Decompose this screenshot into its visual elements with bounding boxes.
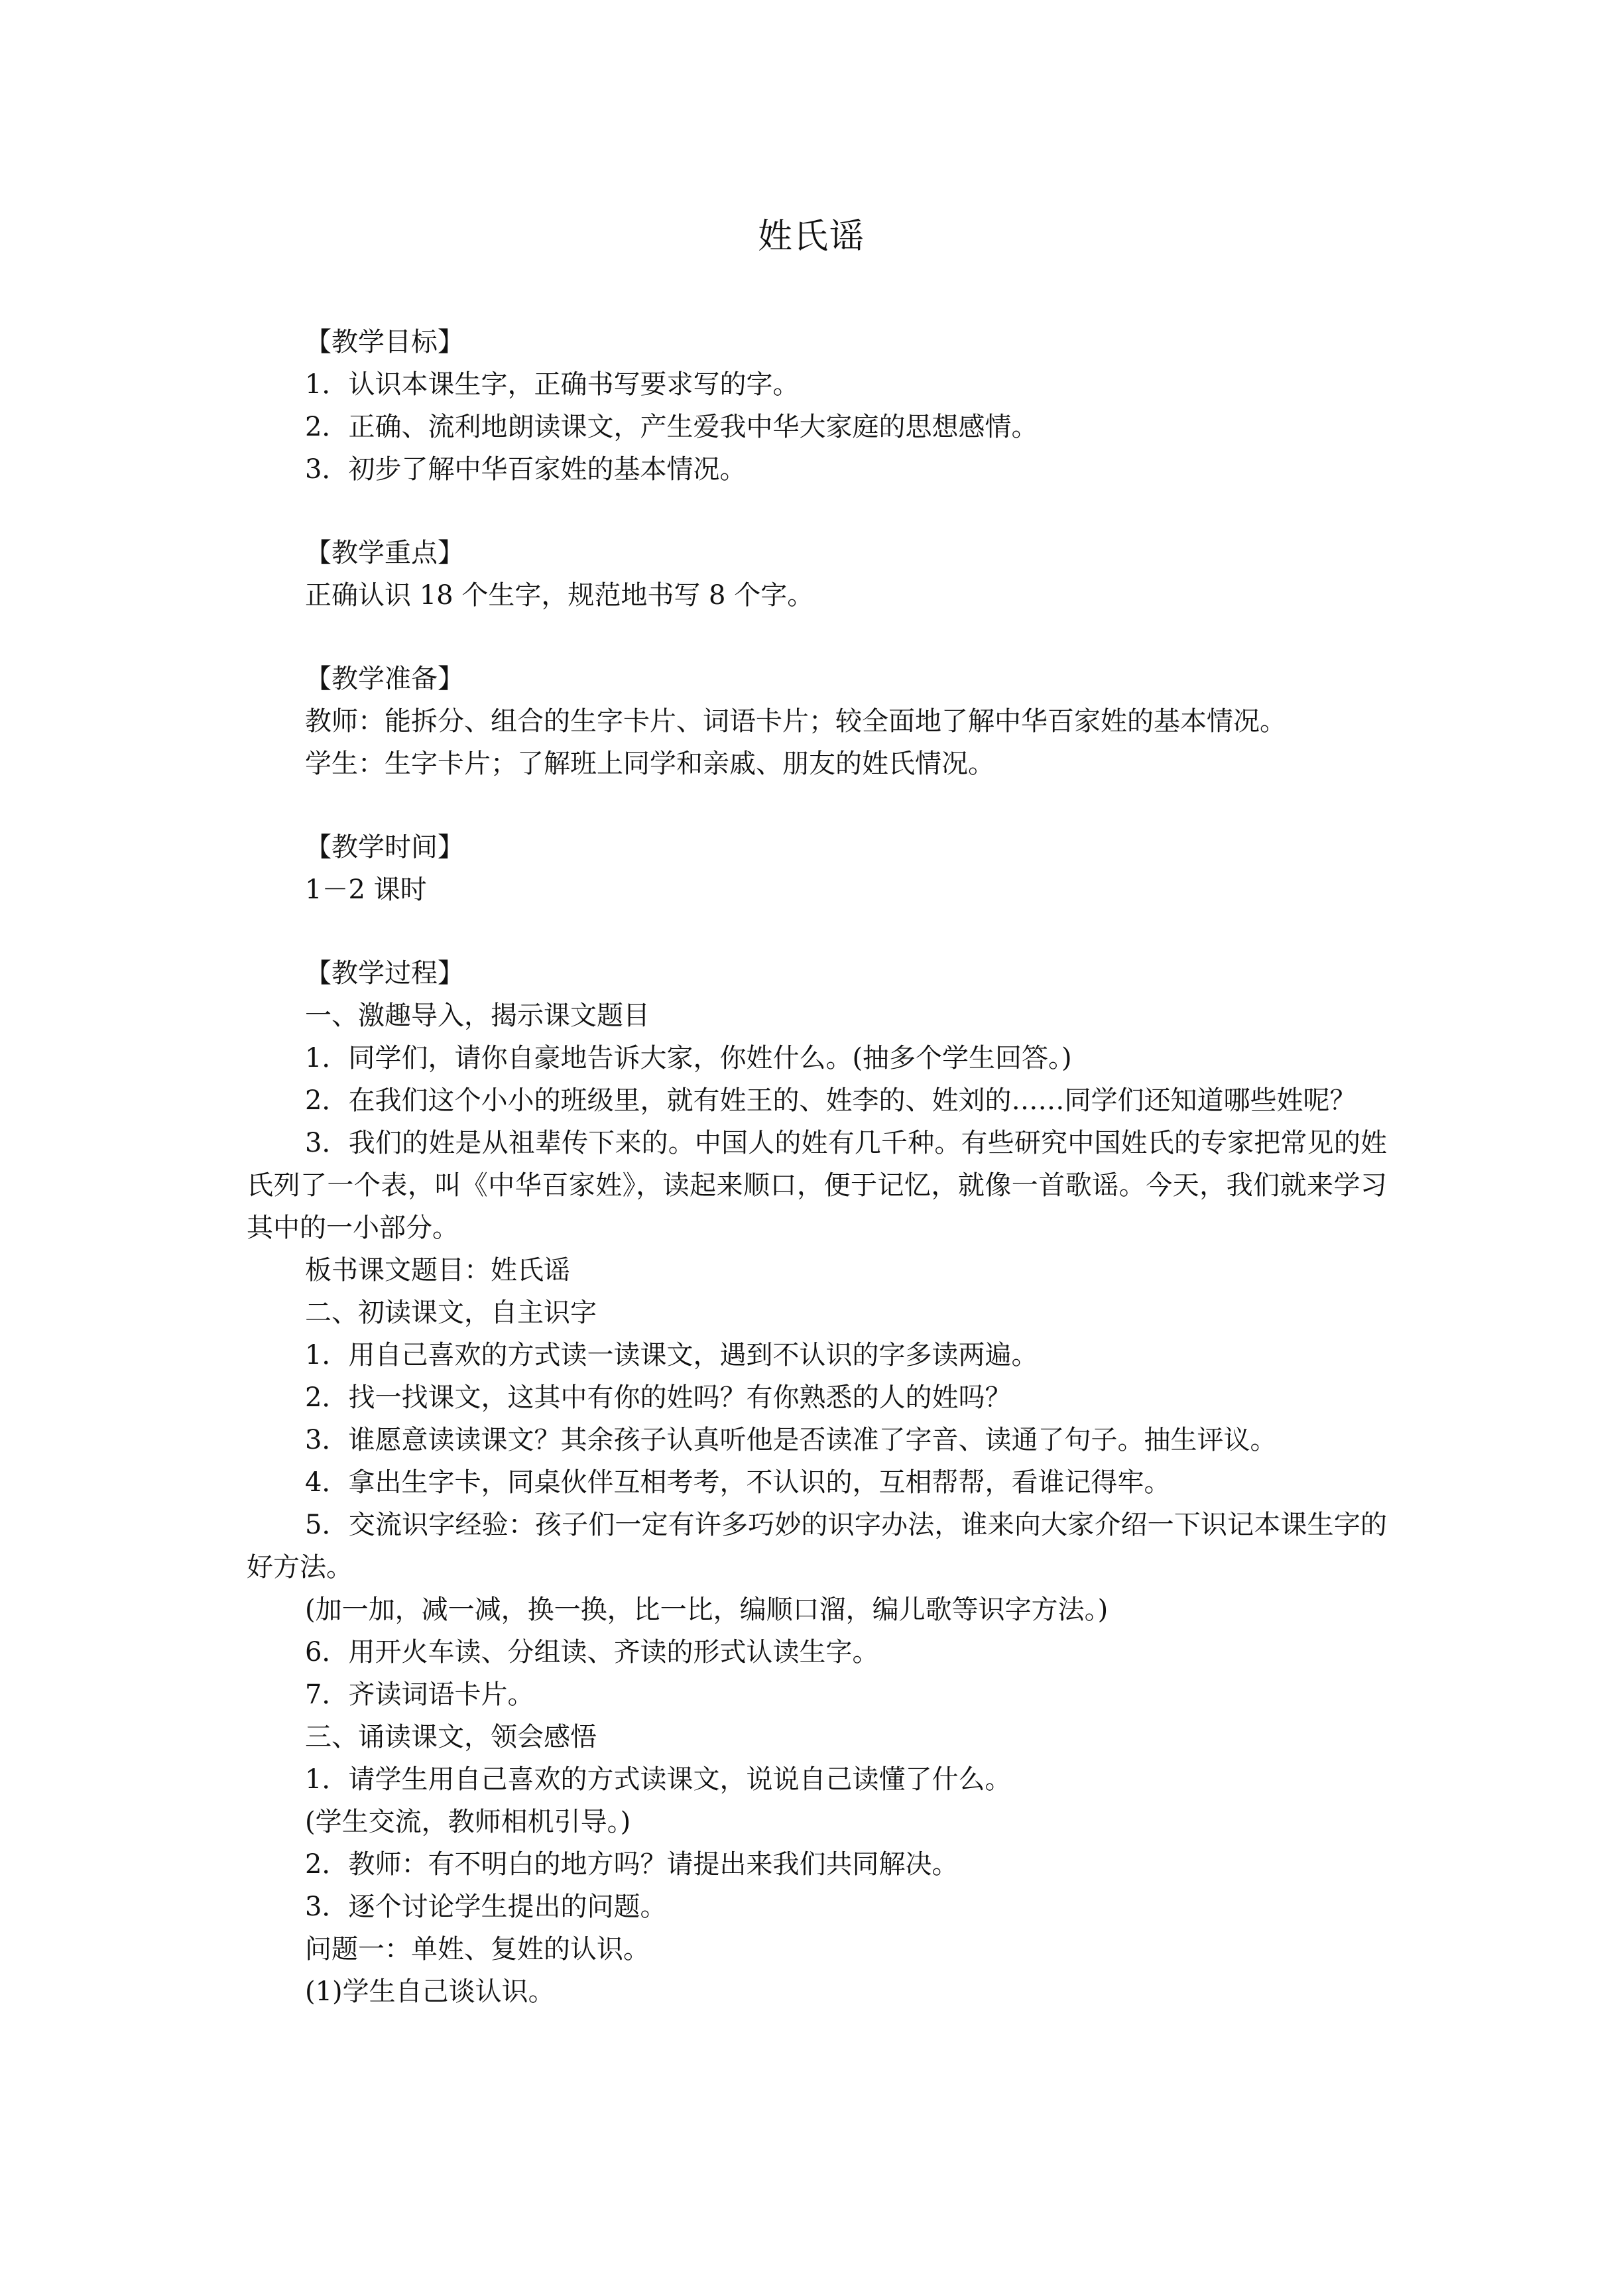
goal-item-3: 3．初步了解中华百家姓的基本情况。	[305, 454, 747, 485]
process-p3-3: 3．逐个讨论学生提出的问题。	[305, 1892, 667, 1922]
section-heading-time: 【教学时间】	[305, 832, 464, 863]
process-p2-2: 2．找一找课文，这其中有你的姓吗？有你熟悉的人的姓吗？	[305, 1382, 1012, 1413]
section-heading-process: 【教学过程】	[305, 958, 464, 989]
spacer	[247, 911, 1387, 952]
section-heading-goals: 【教学目标】	[305, 327, 464, 357]
key-points-text: 正确认识 18 个生字，规范地书写 8 个字。	[305, 580, 814, 611]
process-q1-1: (1)学生自己谈认识。	[305, 1976, 555, 2007]
process-p2-5: 5．交流识字经验：孩子们一定有许多巧妙的识字办法，谁来向大家介绍一下识记本课生字的好方法。	[247, 1510, 1387, 1583]
process-p1-1: 1．同学们，请你自豪地告诉大家，你姓什么。(抽多个学生回答。)	[305, 1043, 1072, 1073]
process-p3-1: 1．请学生用自己喜欢的方式读课文，说说自己读懂了什么。	[305, 1764, 1012, 1795]
document-title: 姓氏谣	[757, 217, 865, 257]
process-part1-title: 一、激趣导入，揭示课文题目	[305, 1000, 650, 1031]
process-p2-6: 6．用开火车读、分组读、齐读的形式认读生字。	[305, 1637, 879, 1667]
process-part2-title: 二、初读课文，自主识字	[305, 1298, 597, 1328]
process-p1-3: 3．我们的姓是从祖辈传下来的。中国人的姓有几千种。有些研究中国姓氏的专家把常见的姓氏列了一个表，叫《中华百家姓》，读起来顺口，便于记忆，就像一首歌谣。今天，我们就来学习其中的一小部分。	[247, 1128, 1387, 1243]
preparation-student: 学生：生字卡片；了解班上同学和亲戚、朋友的姓氏情况。	[305, 749, 994, 779]
goal-item-1: 1．认识本课生字，正确书写要求写的字。	[305, 369, 800, 400]
process-p2-1: 1．用自己喜欢的方式读一读课文，遇到不认识的字多读两遍。	[305, 1340, 1038, 1370]
process-part3-title: 三、诵读课文，领会感悟	[305, 1722, 597, 1752]
spacer	[247, 785, 1387, 826]
process-p2-5-note: (加一加，减一减，换一换，比一比，编顺口溜，编儿歌等识字方法。)	[305, 1595, 1109, 1625]
process-p3-1-note: (学生交流，教师相机引导。)	[305, 1807, 631, 1837]
process-q1: 问题一：单姓、复姓的认识。	[305, 1934, 650, 1964]
time-text: 1－2 课时	[305, 875, 427, 905]
section-heading-key-points: 【教学重点】	[305, 538, 464, 568]
goal-item-2: 2．正确、流利地朗读课文，产生爱我中华大家庭的思想感情。	[305, 412, 1038, 442]
process-p2-4: 4．拿出生字卡，同桌伙伴互相考考，不认识的，互相帮帮，看谁记得牢。	[305, 1467, 1171, 1498]
process-p3-2: 2．教师：有不明白的地方吗？请提出来我们共同解决。	[305, 1849, 959, 1880]
process-p1-2: 2．在我们这个小小的班级里，就有姓王的、姓李的、姓刘的……同学们还知道哪些姓呢？	[305, 1085, 1356, 1116]
process-p2-3: 3．谁愿意读读课文？其余孩子认真听他是否读准了字音、读通了句子。抽生评议。	[305, 1425, 1277, 1455]
preparation-teacher: 教师：能拆分、组合的生字卡片、词语卡片；较全面地了解中华百家姓的基本情况。	[305, 706, 1286, 737]
spacer	[247, 617, 1387, 658]
spacer	[247, 491, 1387, 532]
process-p2-7: 7．齐读词语卡片。	[305, 1679, 534, 1710]
section-heading-preparation: 【教学准备】	[305, 664, 464, 694]
document-body	[247, 321, 1387, 2013]
process-board: 板书课文题目：姓氏谣	[305, 1255, 570, 1286]
